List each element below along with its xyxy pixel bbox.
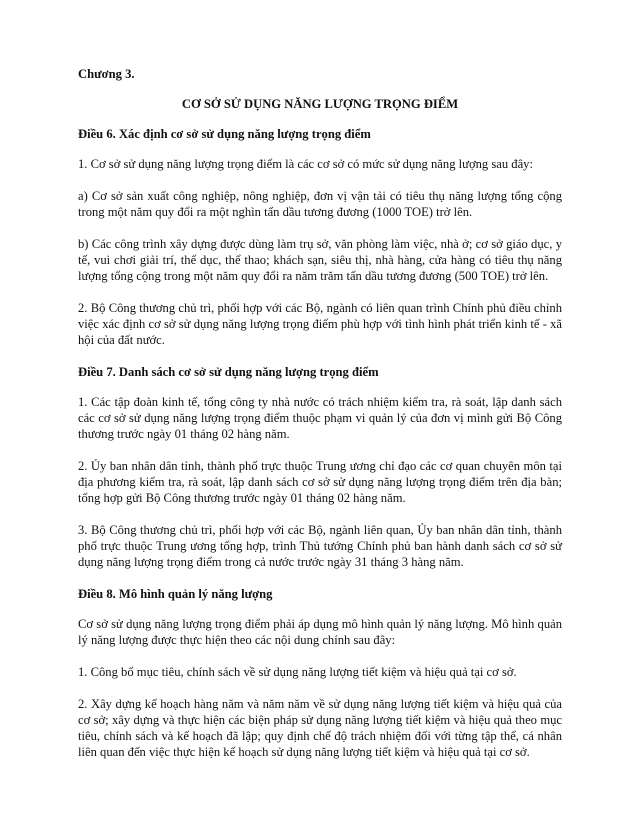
chapter-heading: Chương 3. bbox=[78, 67, 135, 81]
article-8-paragraph-2: 2. Xây dựng kế hoạch hàng năm và năm năm về sử dụng năng lượng tiết kiệm và hiệu quả của cơ sở; xây dựng và thực hiện các biện pháp sử dụng năng lượng tiết kiệm và hiệu quả theo mục tiêu, chính sách và kế hoạch đã lập; quy định chế độ trách nhiệm đối với từng tập thể, cá nhân liên quan đến việc thực hiện kế hoạch sử dụng năng lượng tiết kiệm và hiệu quả tại cơ sở. bbox=[78, 697, 562, 759]
article-6-heading: Điều 6. Xác định cơ sở sử dụng năng lượng trọng điểm bbox=[78, 127, 371, 141]
article-8-intro: Cơ sở sử dụng năng lượng trọng điểm phải áp dụng mô hình quản lý năng lượng. Mô hình quản lý năng lượng được thực hiện theo các nội dung chính sau đây: bbox=[78, 617, 562, 647]
article-6-paragraph-a: a) Cơ sở sản xuất công nghiệp, nông nghiệp, đơn vị vận tải có tiêu thụ năng lượng tổng cộng trong một năm quy đổi ra một nghìn tấn dầu tương đương (1000 TOE) trở lên. bbox=[78, 189, 562, 219]
article-6-paragraph-b: b) Các công trình xây dựng được dùng làm trụ sở, văn phòng làm việc, nhà ở; cơ sở giáo dục, y tế, vui chơi giải trí, thể dục, thể thao; khách sạn, siêu thị, nhà hàng, cửa hàng có tiêu thụ năng lượng tổng cộng trong một năm quy đổi ra năm trăm tấn dầu tương đương (500 TOE) trở lên. bbox=[78, 237, 562, 283]
article-8-heading: Điều 8. Mô hình quản lý năng lượng bbox=[78, 587, 273, 601]
chapter-title: CƠ SỞ SỬ DỤNG NĂNG LƯỢNG TRỌNG ĐIỂM bbox=[181, 97, 459, 111]
article-7-paragraph-3: 3. Bộ Công thương chủ trì, phối hợp với các Bộ, ngành liên quan, Ủy ban nhân dân tỉnh, thành phố trực thuộc Trung ương tổng hợp, trình Thủ tướng Chính phủ ban hành danh sách cơ sở sử dụng năng lượng trọng điểm trong cả nước trước ngày 31 tháng 3 hàng năm. bbox=[78, 523, 562, 569]
document-body bbox=[78, 66, 562, 776]
article-7-paragraph-2: 2. Ủy ban nhân dân tỉnh, thành phố trực thuộc Trung ương chỉ đạo các cơ quan chuyên môn tại địa phương kiểm tra, rà soát, lập danh sách cơ sở sử dụng năng lượng trọng điểm trên địa bàn; tổng hợp gửi Bộ Công thương trước ngày 01 tháng 02 hàng năm. bbox=[78, 459, 562, 505]
article-7-paragraph-1: 1. Các tập đoàn kinh tế, tổng công ty nhà nước có trách nhiệm kiểm tra, rà soát, lập danh sách các cơ sở sử dụng năng lượng trọng điểm thuộc phạm vi quản lý của đơn vị mình gửi Bộ Công thương trước ngày 01 tháng 02 hàng năm. bbox=[78, 395, 562, 441]
article-6-paragraph-2: 2. Bộ Công thương chủ trì, phối hợp với các Bộ, ngành có liên quan trình Chính phủ điều chỉnh việc xác định cơ sở sử dụng năng lượng trọng điểm phù hợp với tình hình phát triển kinh tế - xã hội của đất nước. bbox=[78, 301, 562, 347]
article-6-paragraph-1: 1. Cơ sở sử dụng năng lượng trọng điểm là các cơ sở có mức sử dụng năng lượng sau đây: bbox=[78, 157, 533, 171]
article-8-paragraph-1: 1. Công bố mục tiêu, chính sách về sử dụng năng lượng tiết kiệm và hiệu quả tại cơ sở. bbox=[78, 665, 517, 679]
article-7-heading: Điều 7. Danh sách cơ sở sử dụng năng lượng trọng điểm bbox=[78, 365, 379, 379]
